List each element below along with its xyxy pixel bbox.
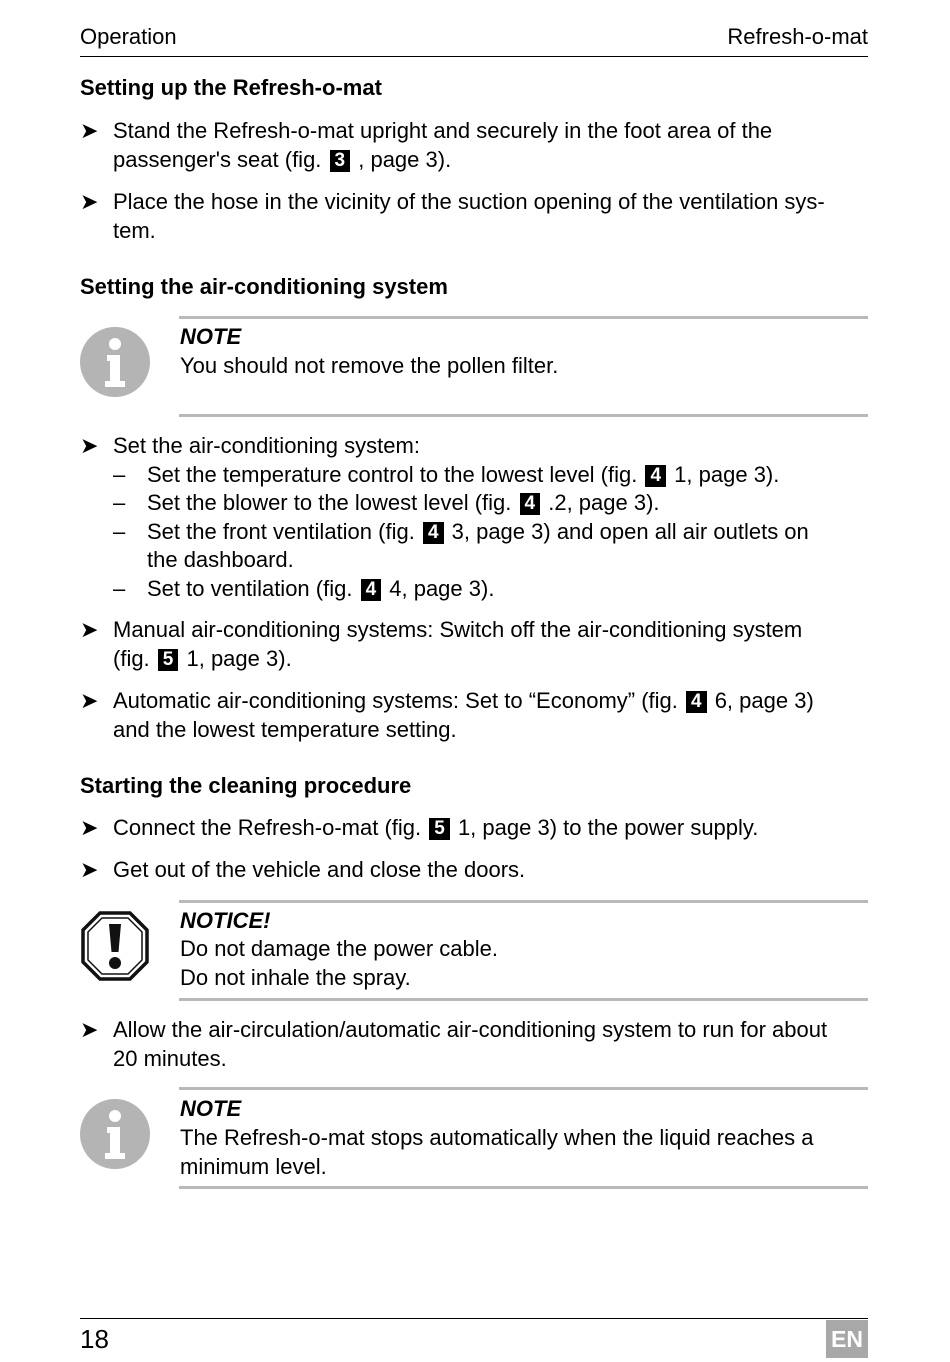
sub-step-temperature: – Set the temperature control to the lowest level (fig. 4 1, page 3).	[113, 461, 780, 487]
step-text: Manual air-conditioning systems: Switch off the air-conditioning system (fig. 5 1, page 3).	[113, 617, 803, 671]
sub-step-ventilation: – Set to ventilation (fig. 4 4, page 3).	[113, 575, 495, 601]
info-icon	[80, 327, 150, 397]
step-automatic-ac	[80, 687, 868, 744]
step-text: Stand the Refresh-o-mat upright and securely in the foot area of the passenger's seat (fig. 3 , page 3).	[113, 118, 773, 172]
header-section-title: Operation	[80, 24, 177, 49]
figure-ref-badge: 4	[361, 579, 382, 601]
info-icon	[80, 1099, 150, 1169]
step-run-system	[80, 1016, 868, 1073]
note-bottom-rule	[179, 1186, 868, 1189]
figure-ref-badge: 4	[645, 465, 666, 487]
note-top-rule	[179, 1087, 868, 1090]
step-exit-vehicle	[80, 856, 868, 885]
header-product-name: Refresh-o-mat	[727, 24, 868, 49]
figure-ref-badge: 5	[158, 649, 179, 671]
heading-air-conditioning: Setting the air-conditioning system	[80, 274, 448, 299]
step-text: Allow the air-circulation/automatic air-conditioning system to run for about 20 minutes.	[113, 1017, 828, 1071]
step-text: Connect the Refresh-o-mat (fig. 5 1, page 3) to the power supply.	[113, 815, 759, 840]
note-title: NOTE	[180, 324, 242, 349]
step-set-ac	[80, 432, 868, 603]
header-divider	[80, 56, 868, 57]
arrow-bullet-icon: ➤	[80, 1017, 99, 1042]
page-number: 18	[80, 1324, 109, 1354]
notice-text: Do not damage the power cable. Do not inhale the spray.	[180, 936, 498, 990]
note-text: You should not remove the pollen filter.	[180, 353, 559, 378]
figure-ref-badge: 4	[520, 493, 541, 515]
step-text: Get out of the vehicle and close the doors.	[113, 857, 526, 882]
step-connect-power	[80, 814, 868, 843]
footer-divider	[80, 1318, 868, 1319]
figure-ref-badge: 5	[429, 818, 450, 840]
notice-top-rule	[179, 900, 868, 903]
step-manual-ac	[80, 616, 868, 673]
figure-ref-badge: 4	[423, 522, 444, 544]
note-text: The Refresh-o-mat stops automatically when the liquid reaches a minimum level.	[180, 1125, 814, 1179]
figure-ref-badge: 4	[686, 691, 707, 713]
notice-title: NOTICE!	[180, 908, 271, 933]
warning-octagon-icon	[80, 910, 150, 982]
step-text: Automatic air-conditioning systems: Set to “Economy” (fig. 4 6, page 3) and the lowest temperature setting.	[113, 688, 814, 742]
note-title: NOTE	[180, 1096, 242, 1121]
note-top-rule	[179, 316, 868, 319]
step-text: Set the air-conditioning system: – Set the temperature control to the lowest level (fig. 4 1, page 3). – Set the blower to the lowest level (fig. 4 .2, page 3). – Set the front ventilation (fig. 4 3, page 3) and open all air outlets on the dashboard. – Set to ventilation (fig. 4 4, page 3).	[113, 432, 868, 603]
step-stand-upright	[80, 117, 868, 174]
step-text: Place the hose in the vicinity of the suction opening of the ventilation sys- tem.	[113, 189, 825, 243]
arrow-bullet-icon: ➤	[80, 189, 99, 214]
arrow-bullet-icon: ➤	[80, 617, 99, 642]
arrow-bullet-icon: ➤	[80, 857, 99, 882]
arrow-bullet-icon: ➤	[80, 688, 99, 713]
arrow-bullet-icon: ➤	[80, 815, 99, 840]
sub-step-blower: – Set the blower to the lowest level (fig. 4 .2, page 3).	[113, 490, 660, 515]
step-place-hose	[80, 188, 868, 245]
sub-step-front-ventilation: – Set the front ventilation (fig. 4 3, page 3) and open all air outlets on the dashboard.	[113, 518, 809, 572]
language-badge: EN	[826, 1320, 868, 1358]
note-bottom-rule	[179, 414, 868, 417]
arrow-bullet-icon: ➤	[80, 433, 99, 458]
arrow-bullet-icon: ➤	[80, 118, 99, 143]
figure-ref-badge: 3	[330, 150, 351, 172]
notice-bottom-rule	[179, 998, 868, 1001]
heading-cleaning: Starting the cleaning procedure	[80, 773, 412, 798]
heading-setting-up: Setting up the Refresh-o-mat	[80, 75, 382, 100]
